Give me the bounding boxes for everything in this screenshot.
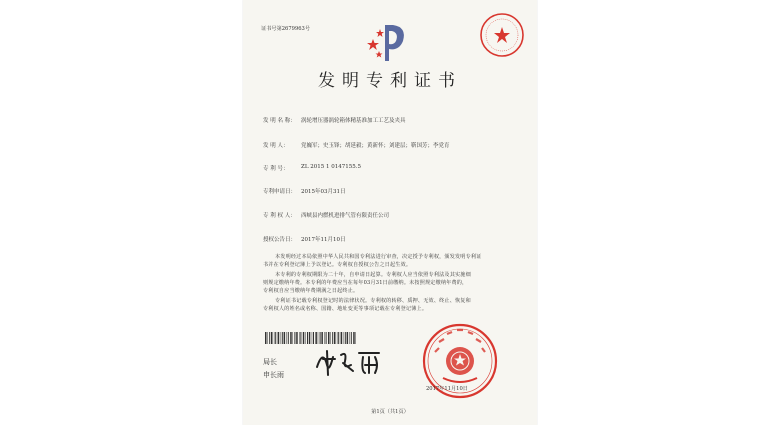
patent-office-logo-icon [363,17,411,65]
body-paragraph-2-line-2: 则规定缴纳年费。本专利的年费应当在每年03月31日前缴纳。未按照规定缴纳年费的， [263,280,468,286]
page-number: 第1页（共1页） [371,409,409,415]
field-value-inventors: 党巍军；史玉锋；胡延毅；黄新怀；刘建层；靳国芳；李党育 [301,143,450,149]
signature-icon [313,345,385,379]
field-label-grant-date: 授权公告日： [263,237,297,243]
body-paragraph-3-line-1: 专利证书记载专利权登记时的法律状况。专利权的转移、质押、无效、终止、恢复和 [275,298,471,304]
field-label-application-date: 专利申请日： [263,189,297,195]
field-label-patentee: 专 利 权 人： [263,213,296,219]
field-value-invention-name: 涡轮增压器涡轮箱体精基准加工工艺及夹具 [301,118,406,124]
field-value-patentee: 西峡县内燃机进排气管有限责任公司 [301,213,390,219]
signatory-name: 申长雨 [263,371,284,379]
certificate-page [243,0,537,425]
body-paragraph-2-line-1: 本专利的专利权期限为二十年，自申请日起算。专利权人应当依照专利法及其实施细 [275,272,471,278]
field-label-invention-name: 发 明 名 称： [263,118,296,124]
official-seal-icon [478,11,526,59]
body-paragraph-1-line-1: 本发明经过本局依照中华人民共和国专利法进行审查，决定授予专利权，颁发发明专利证 [275,254,482,260]
field-label-inventors: 发 明 人： [263,143,289,149]
body-paragraph-2-line-3: 专利权自应当缴纳年费期满之日起终止。 [263,288,359,294]
issue-date: 2017年11月10日 [426,386,468,392]
body-paragraph-3-line-2: 专利权人的姓名或名称、国籍、地址变更等事项记载在专利登记簿上。 [263,306,428,312]
signatory-title: 局长 [263,358,277,366]
field-value-application-date: 2015年03月31日 [301,189,346,195]
certificate-number: 证书号第2679963号 [261,26,311,32]
barcode-icon [265,332,357,344]
field-value-patent-number: ZL 2015 1 0147155.5 [301,164,361,170]
body-paragraph-1-line-2: 书并在专利登记簿上予以登记。专利权自授权公告之日起生效。 [263,262,412,268]
certificate-title: 发明专利证书 [318,71,462,91]
field-label-patent-number: 专 利 号： [263,166,289,172]
field-value-grant-date: 2017年11月10日 [301,237,346,243]
